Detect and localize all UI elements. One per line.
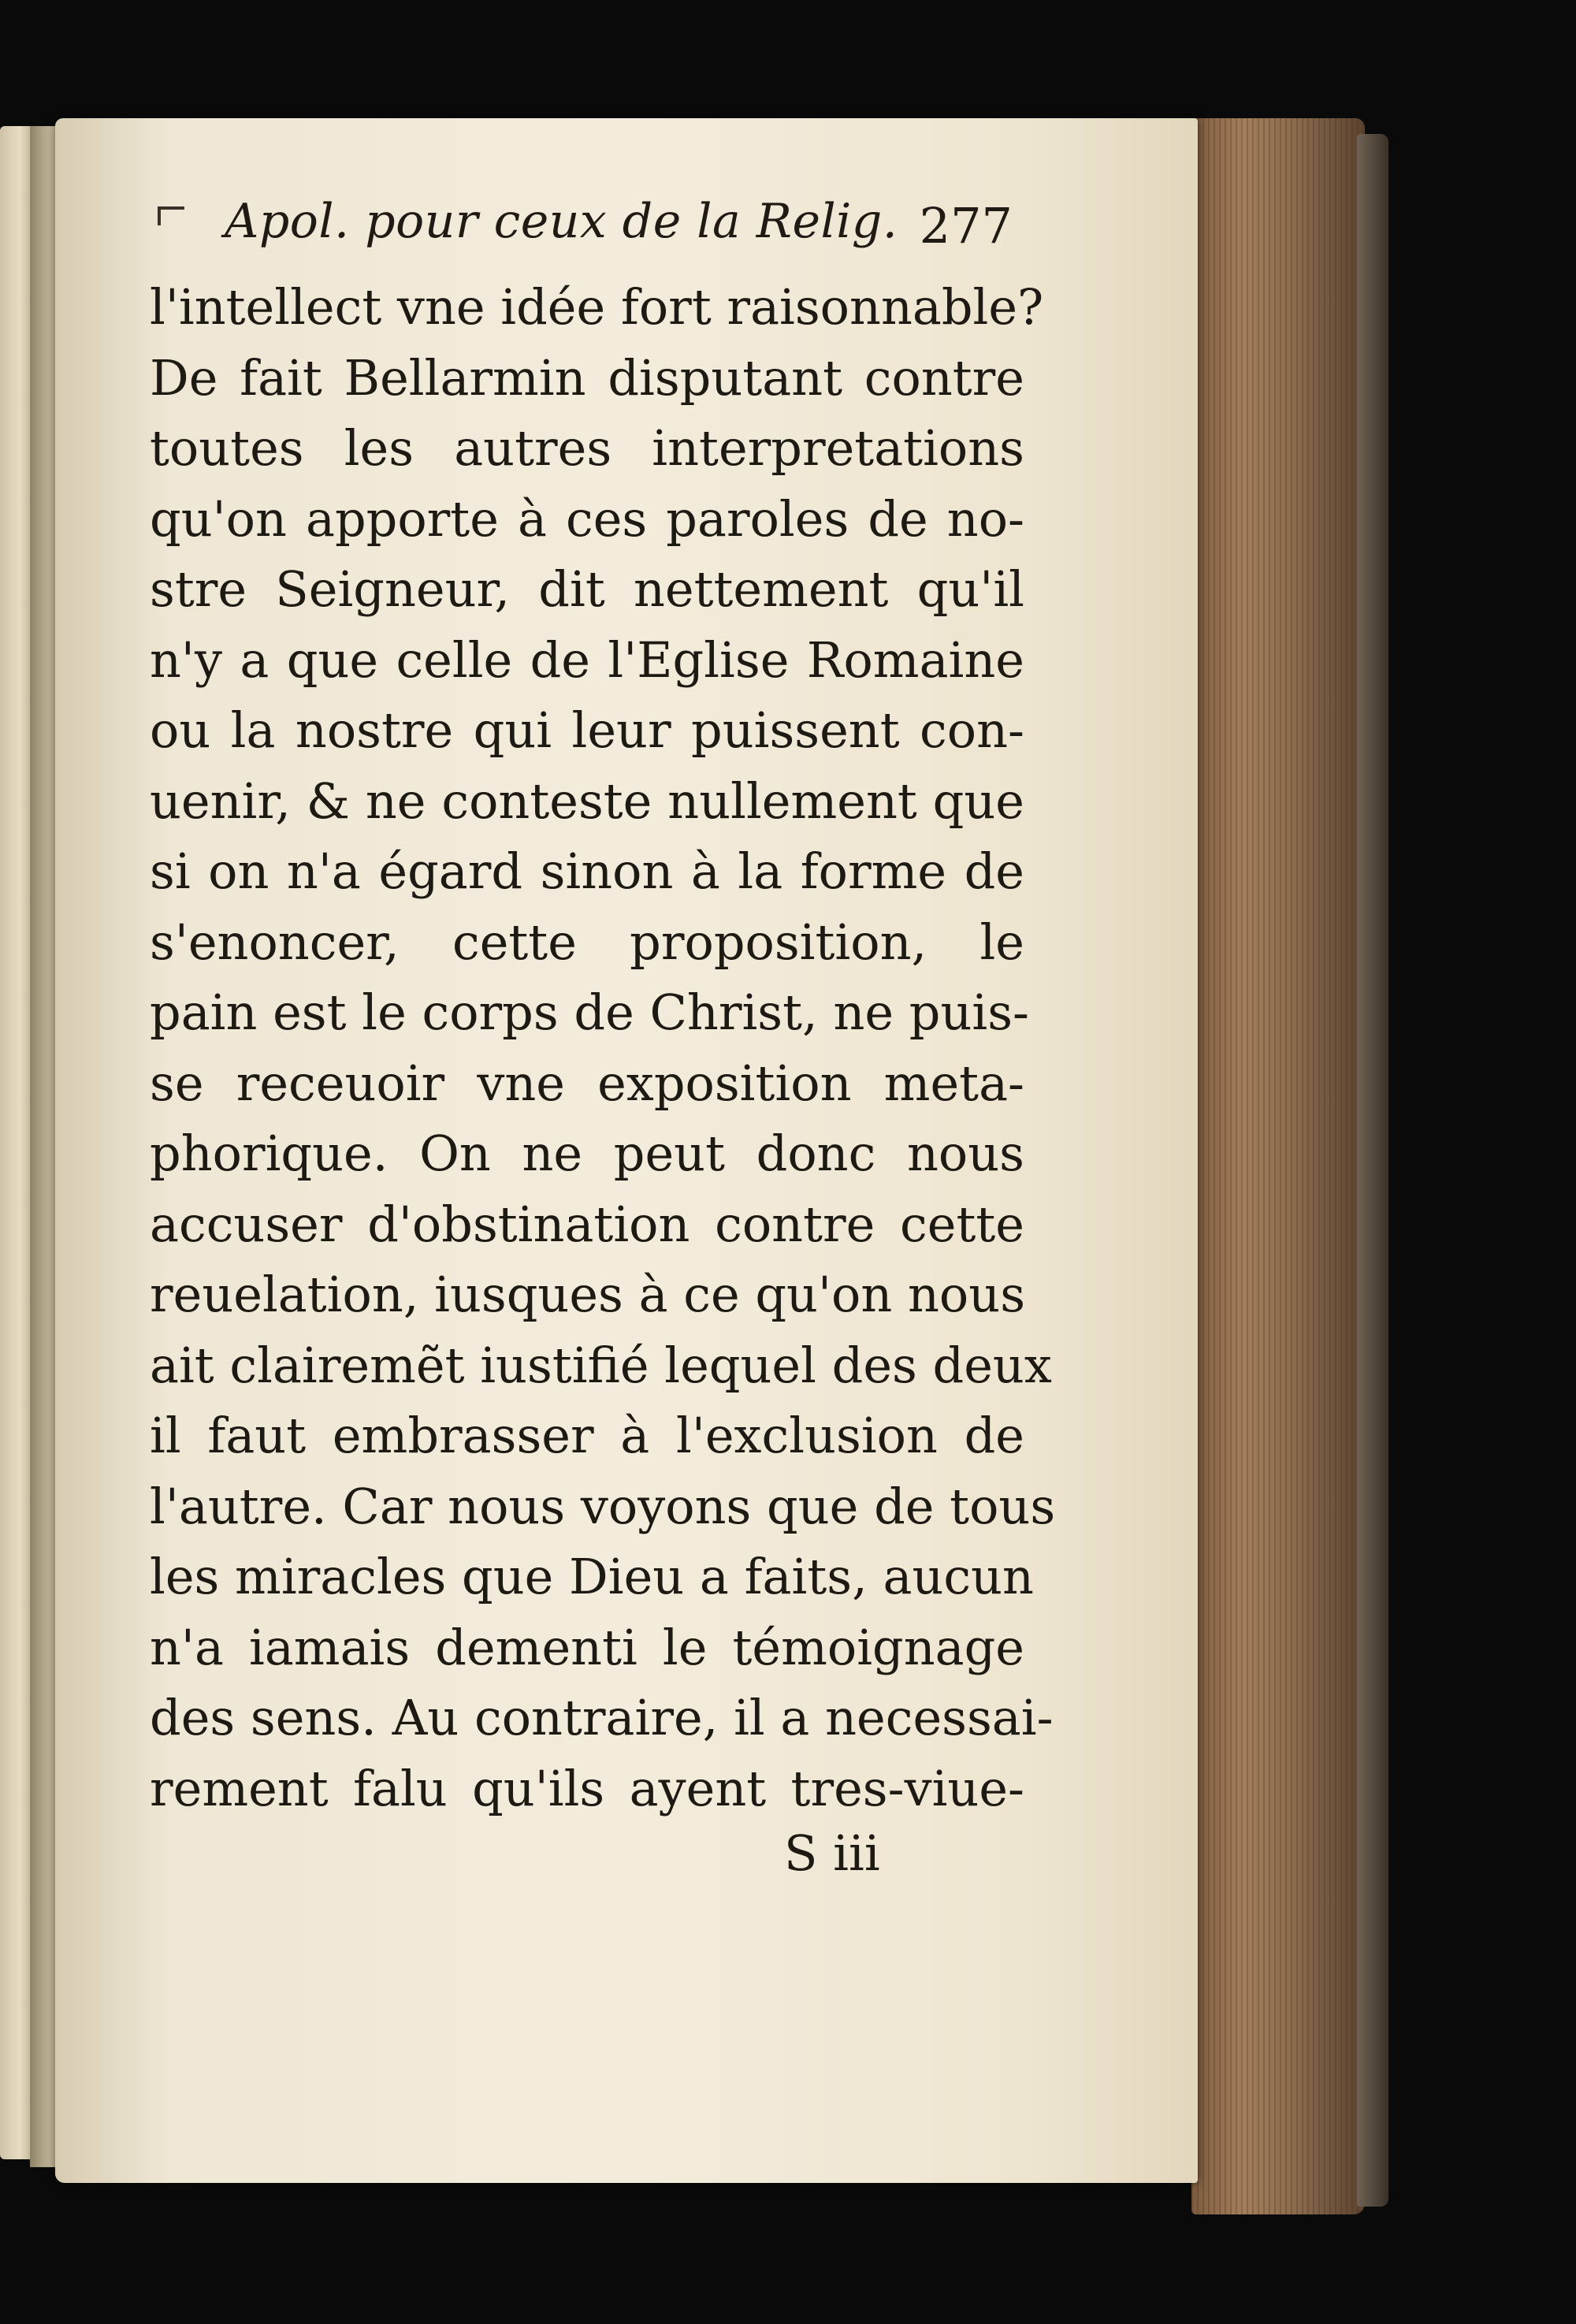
left-page-edge [0, 126, 33, 2159]
text-line: si on n'a égard sinon à la forme de [150, 842, 1024, 900]
text-line: l'intellect vne idée fort raisonnable? [150, 278, 1044, 336]
text-line: reuelation, iusques à ce qu'on nous [150, 1266, 1026, 1323]
text-line: des sens. Au contraire, il a necessai- [150, 1689, 1054, 1746]
cover-edge [1357, 134, 1388, 2207]
text-line: phorique. On ne peut donc nous [150, 1125, 1024, 1182]
page-number: 277 [919, 197, 1013, 255]
text-line: ait clairemẽt iustifié lequel des deux [150, 1336, 1052, 1394]
text-line: toutes les autres interpretations [150, 419, 1024, 477]
text-line: n'a iamais dementi le témoignage [150, 1618, 1024, 1676]
text-line: les miracles que Dieu a faits, aucun [150, 1548, 1034, 1605]
text-line: stre Seigneur, dit nettement qu'il [150, 560, 1024, 618]
text-line: uenir, & ne conteste nullement que [150, 772, 1024, 830]
text-line: accuser d'obstination contre cette [150, 1195, 1024, 1253]
text-line: l'autre. Car nous voyons que de tous [150, 1477, 1056, 1535]
page-header [162, 189, 1013, 276]
text-line: De fait Bellarmin disputant contre [150, 348, 1024, 407]
text-line: pain est le corps de Christ, ne puis- [150, 984, 1029, 1041]
text-line: qu'on apporte à ces paroles de no- [150, 489, 1024, 548]
text-line: rement falu qu'ils ayent tres-viue- [150, 1759, 1024, 1817]
text-line: n'y a que celle de l'Eglise Romaine [150, 630, 1024, 689]
body-text [150, 272, 1056, 1824]
text-line: il faut embrasser à l'exclusion de [150, 1407, 1024, 1464]
text-line: ou la nostre qui leur puissent con- [150, 701, 1024, 759]
fore-edge [1191, 118, 1365, 2214]
running-title: Apol. pour ceux de la Relig. [225, 194, 898, 249]
signature-mark: S iii [784, 1824, 880, 1882]
text-line: s'enoncer, cette proposition, le [150, 913, 1024, 971]
text-line: se receuoir vne exposition meta- [150, 1054, 1024, 1112]
